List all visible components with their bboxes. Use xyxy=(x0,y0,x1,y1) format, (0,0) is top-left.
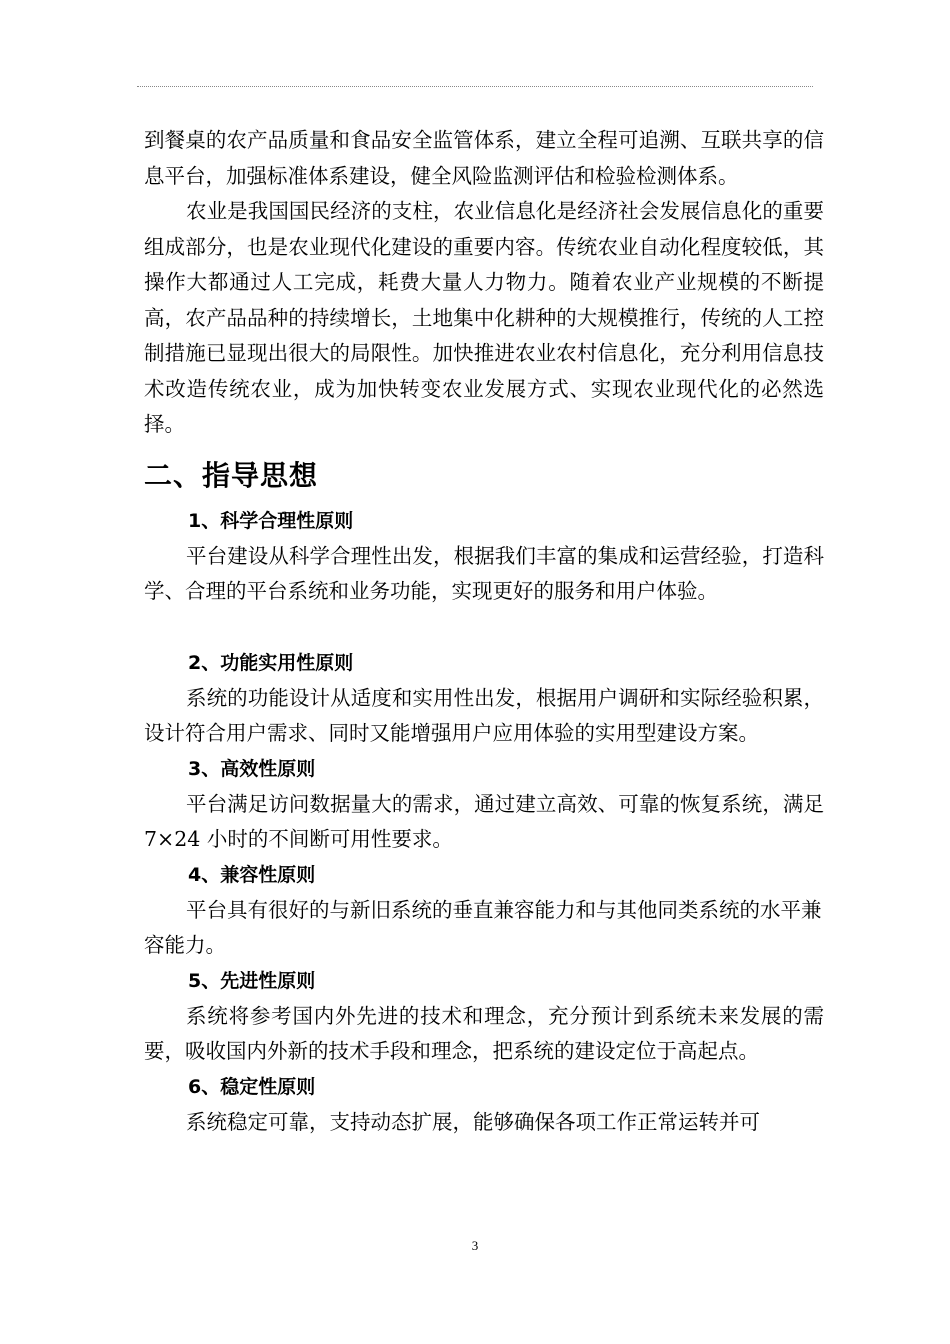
intro-paragraph-1: 到餐桌的农产品质量和食品安全监管体系，建立全程可追溯、互联共享的信息平台，加强标准体系建设，健全风险监测评估和检验检测体系。 xyxy=(144,128,824,188)
principle-heading-2: 2、功能实用性原则 xyxy=(188,651,354,674)
document-body xyxy=(144,123,824,1140)
principle-heading-5: 5、先进性原则 xyxy=(188,969,316,992)
header-rule xyxy=(137,86,813,87)
principle-text-3: 平台满足访问数据量大的需求，通过建立高效、可靠的恢复系统，满足 7×24 小时的不间断可用性要求。 xyxy=(144,791,824,851)
principle-text-1: 平台建设从科学合理性出发，根据我们丰富的集成和运营经验，打造科学、合理的平台系统和业务功能，实现更好的服务和用户体验。 xyxy=(144,543,824,603)
principle-heading-6: 6、稳定性原则 xyxy=(188,1075,316,1098)
paragraph-gap xyxy=(144,610,824,646)
section-heading: 二、指导思想 xyxy=(144,458,319,492)
principle-text-2: 系统的功能设计从适度和实用性出发，根据用户调研和实际经验积累，设计符合用户需求、同时又能增强用户应用体验的实用型建设方案。 xyxy=(144,685,824,745)
principle-text-5: 系统将参考国内外先进的技术和理念，充分预计到系统未来发展的需要，吸收国内外新的技术手段和理念，把系统的建设定位于高起点。 xyxy=(144,1003,824,1063)
intro-paragraph-2: 农业是我国国民经济的支柱，农业信息化是经济社会发展信息化的重要组成部分，也是农业现代化建设的重要内容。传统农业自动化程度较低，其操作大都通过人工完成，耗费大量人力物力。随着农业产业规模的不断提高，农产品品种的持续增长，土地集中化耕种的大规模推行，传统的人工控制措施已显现出很大的局限性。加快推进农业农村信息化，充分利用信息技术改造传统农业，成为加快转变农业发展方式、实现农业现代化的必然选择。 xyxy=(144,199,824,436)
principle-heading-4: 4、兼容性原则 xyxy=(188,863,316,886)
principle-text-6: 系统稳定可靠，支持动态扩展，能够确保各项工作正常运转并可 xyxy=(186,1109,760,1134)
principle-heading-3: 3、高效性原则 xyxy=(188,757,316,780)
principle-heading-1: 1、科学合理性原则 xyxy=(188,509,354,532)
principle-text-4: 平台具有很好的与新旧系统的垂直兼容能力和与其他同类系统的水平兼容能力。 xyxy=(144,897,822,957)
page-number: 3 xyxy=(471,1238,479,1253)
